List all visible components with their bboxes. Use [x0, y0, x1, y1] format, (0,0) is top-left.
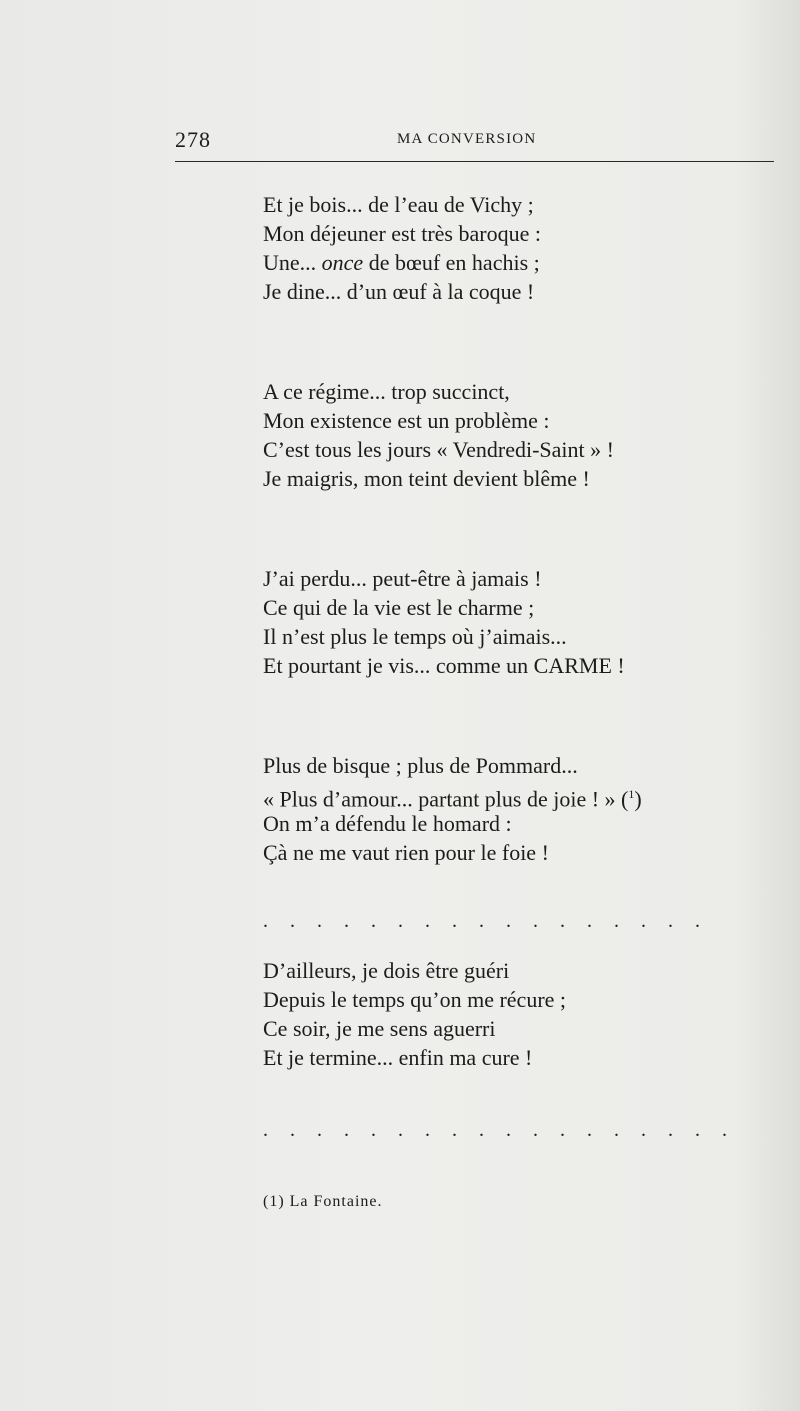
header-rule	[175, 161, 774, 162]
poem	[263, 190, 743, 1145]
verse-line-end: )	[634, 786, 642, 812]
verse-line: Mon existence est un problème :	[263, 408, 550, 433]
verse-line: Je maigris, mon teint devient blême !	[263, 466, 590, 491]
stanza-3	[263, 564, 743, 680]
verse-line: D’ailleurs, je dois être guéri	[263, 958, 510, 983]
verse-line: Plus de bisque ; plus de Pommard...	[263, 753, 578, 778]
verse-line: Çà ne me vaut rien pour le foie !	[263, 840, 549, 865]
stanza-5	[263, 956, 743, 1072]
footnote: (1) La Fontaine.	[263, 1193, 383, 1210]
verse-line-start: « Plus d’amour... partant plus de joie ! » (	[263, 786, 629, 812]
ellipsis-separator: . . . . . . . . . . . . . . . . .	[263, 910, 709, 932]
verse-line: Et je bois... de l’eau de Vichy ;	[263, 192, 534, 217]
italic-word: once	[321, 250, 364, 275]
stanza-1	[263, 190, 743, 306]
page-header	[175, 127, 775, 155]
verse-line	[263, 780, 743, 812]
verse-line: Et je termine... enfin ma cure !	[263, 1045, 533, 1070]
verse-line-end: de bœuf en hachis ;	[363, 250, 540, 275]
page-number: 278	[175, 127, 211, 152]
verse-line: J’ai perdu... peut-être à jamais !	[263, 566, 542, 591]
footnote-ref: 1	[628, 787, 635, 801]
verse-line: C’est tous les jours « Vendredi-Saint » !	[263, 437, 614, 462]
verse-line: Depuis le temps qu’on me récure ;	[263, 987, 567, 1012]
verse-line: Ce soir, je me sens aguerri	[263, 1016, 496, 1041]
verse-line	[263, 248, 743, 277]
stanza-2	[263, 377, 743, 493]
verse-line-start: Une...	[263, 250, 322, 275]
verse-line: A ce régime... trop succinct,	[263, 379, 510, 404]
running-title: MA CONVERSION	[397, 131, 537, 147]
verse-line: Je dine... d’un œuf à la coque !	[263, 279, 535, 304]
verse-line: On m’a défendu le homard :	[263, 811, 512, 836]
stanza-4	[263, 751, 743, 867]
verse-line: Ce qui de la vie est le charme ;	[263, 595, 535, 620]
ellipsis-separator: . . . . . . . . . . . . . . . . . .	[263, 1119, 736, 1141]
verse-line: Il n’est plus le temps où j’aimais...	[263, 624, 567, 649]
verse-line: Et pourtant je vis... comme un CARME !	[263, 653, 625, 678]
verse-line: Mon déjeuner est très baroque :	[263, 221, 541, 246]
